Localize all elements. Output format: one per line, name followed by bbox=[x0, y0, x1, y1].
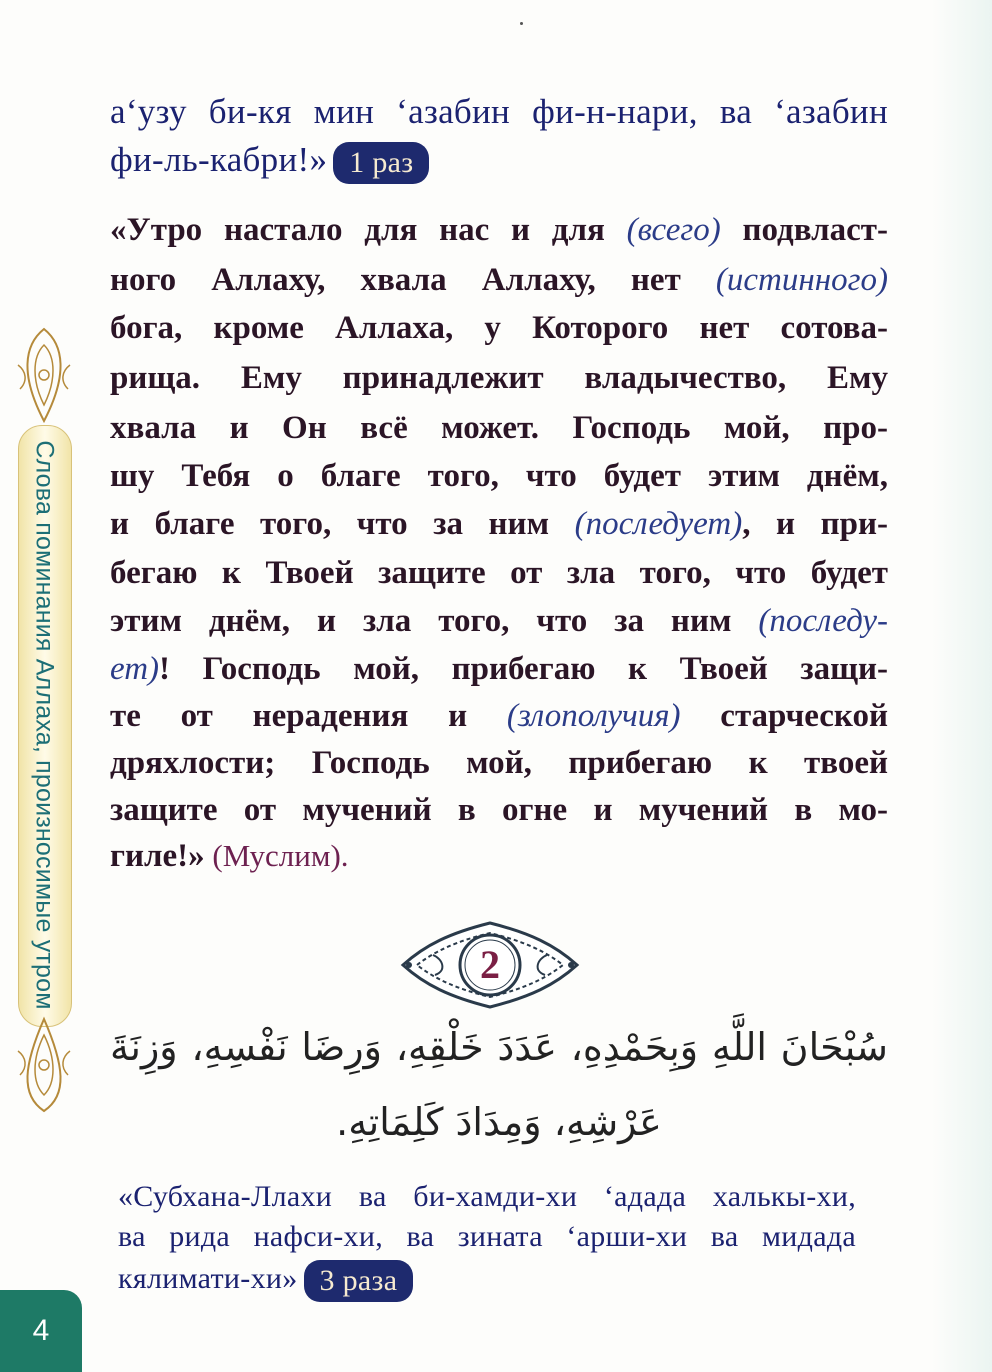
dua-clarification: (злополучия) bbox=[506, 698, 681, 734]
dua-text: ного Аллаху, хвала Аллаху, нет bbox=[110, 262, 716, 298]
transliteration-line-5 bbox=[118, 1260, 856, 1302]
transliteration-line-2 bbox=[110, 140, 888, 184]
page-number: 4 bbox=[32, 1314, 50, 1347]
dua-text: гиле!» bbox=[110, 838, 205, 874]
dua-line bbox=[110, 212, 888, 249]
dua-text: , и при- bbox=[742, 506, 888, 542]
transliteration-text: кялимати-хи» bbox=[118, 1261, 298, 1295]
dua-text: ! Господь мой, прибегаю к Твоей защи- bbox=[159, 651, 888, 687]
dua-text: «Утро настало для нас и для bbox=[110, 212, 627, 248]
dua-clarification: (последу- bbox=[758, 603, 888, 639]
transliteration-line-3: «Субхана-Ллахи ва би-хамди-хи ‘адада халькы-хи, bbox=[118, 1180, 856, 1213]
dua-text: подвласт- bbox=[720, 212, 888, 248]
dua-line: хвала и Он всё может. Господь мой, про- bbox=[110, 410, 888, 446]
dua-text: те от нерадения и bbox=[110, 698, 507, 734]
dua-line bbox=[110, 603, 888, 640]
dua-text: старческой bbox=[680, 698, 888, 734]
page-number-tab bbox=[0, 1290, 82, 1372]
section-number: 2 bbox=[480, 942, 500, 987]
dua-line bbox=[110, 698, 888, 735]
dua-text: и благе того, что за ним bbox=[110, 506, 575, 542]
dua-line: бога, кроме Аллаха, у Которого нет сотова- bbox=[110, 310, 888, 346]
repeat-count-badge: 3 раза bbox=[304, 1260, 414, 1302]
transliteration-line-1: а‘узу би-кя мин ‘азабин фи-н-нари, ва ‘азабин bbox=[110, 92, 888, 131]
arabic-line-1: سُبْحَانَ اللَّهِ وَبِحَمْدِهِ، عَدَدَ خَلْقِهِ، وَرِضَا نَفْسِهِ، وَزِنَةَ bbox=[110, 1025, 888, 1069]
dua-line: дряхлости; Господь мой, прибегаю к твоей bbox=[110, 745, 888, 781]
dua-clarification: (истинного) bbox=[715, 262, 888, 298]
transliteration-text: фи-ль-кабри!» bbox=[110, 140, 328, 179]
side-chapter-tab bbox=[8, 325, 78, 1115]
dua-line bbox=[110, 262, 888, 299]
transliteration-line-4: ва рида нафси-хи, ва зината ‘арши-хи ва мидада bbox=[118, 1220, 856, 1253]
dua-line: рища. Ему принадлежит владычество, Ему bbox=[110, 360, 888, 396]
side-chapter-label: Слова поминания Аллаха, произносимые утром bbox=[30, 440, 59, 1010]
dua-line bbox=[110, 506, 888, 543]
page-speck bbox=[520, 22, 523, 25]
ornament-top-icon bbox=[10, 325, 78, 425]
ornament-bottom-icon bbox=[10, 1015, 78, 1115]
dua-clarification: ет) bbox=[110, 651, 160, 687]
dua-clarification: (последует) bbox=[574, 506, 743, 542]
section-number-medallion bbox=[395, 915, 585, 1015]
dua-text: этим днём, и зла того, что за ним bbox=[110, 603, 759, 639]
dua-line: защите от мучений в огне и мучений в мо- bbox=[110, 792, 888, 828]
repeat-count-badge: 1 раз bbox=[333, 142, 429, 184]
dua-line: бегаю к Твоей защите от зла того, что будет bbox=[110, 555, 888, 591]
dua-line bbox=[110, 651, 888, 688]
page-edge-tint bbox=[932, 0, 992, 1372]
dua-line bbox=[110, 838, 888, 875]
dua-clarification: (всего) bbox=[626, 212, 721, 248]
arabic-line-2: عَرْشِهِ، وَمِدَادَ كَلِمَاتِهِ. bbox=[336, 1100, 662, 1144]
hadith-source: (Муслим). bbox=[204, 838, 349, 873]
dua-line: шу Тебя о благе того, что будет этим днём, bbox=[110, 458, 888, 494]
